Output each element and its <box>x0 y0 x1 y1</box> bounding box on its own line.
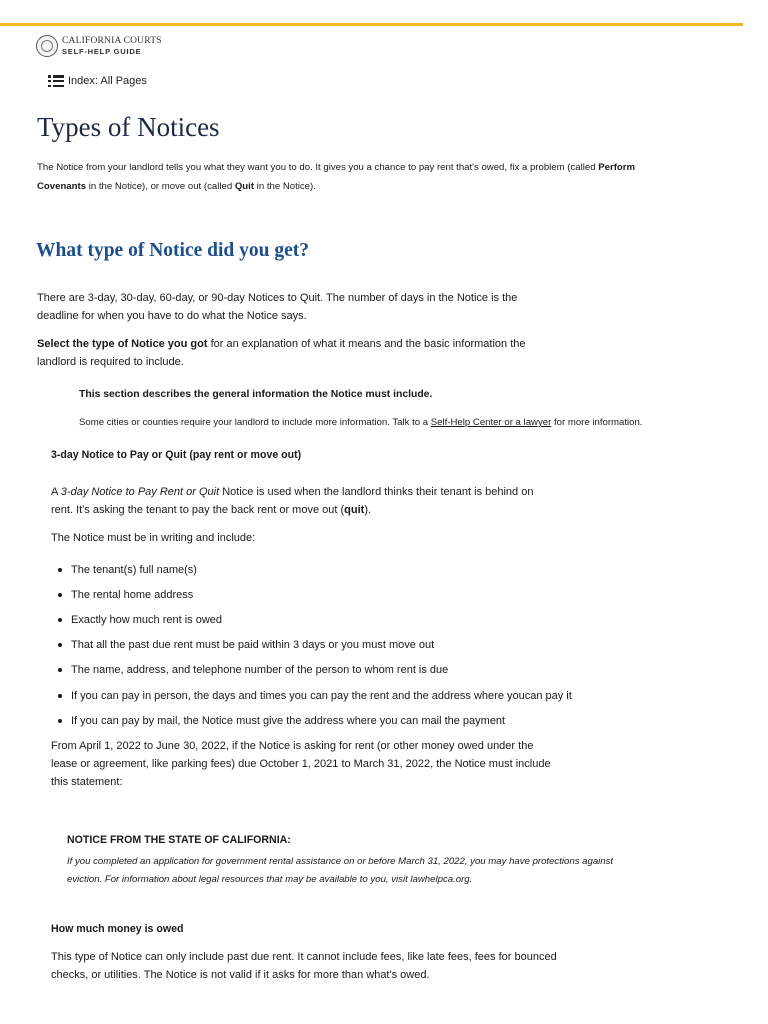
page-title: Types of Notices <box>37 112 220 142</box>
list-item: That all the past due rent must be paid within 3 days or you must move out <box>58 633 572 658</box>
callout-text: Some cities or counties require your landlord to include more information. Talk to a Self-Help Center or a lawyer for more information. <box>79 417 643 428</box>
list-item: If you can pay in person, the days and times you can pay the rent and the address where youcan pay it <box>58 683 572 708</box>
index-all-pages-link[interactable] <box>48 75 147 87</box>
index-link-label: Index: All Pages <box>68 75 147 87</box>
section-heading: What type of Notice did you get? <box>36 240 309 261</box>
notice-requirements-list <box>58 557 572 733</box>
money-owed-heading: How much money is owed <box>51 923 184 935</box>
list-item: If you can pay by mail, the Notice must give the address where you can mail the payment <box>58 708 572 733</box>
callout-title: This section describes the general information the Notice must include. <box>79 389 433 400</box>
list-item: The tenant(s) full name(s) <box>58 557 572 582</box>
state-notice-title: NOTICE FROM THE STATE OF CALIFORNIA: <box>67 834 291 846</box>
must-include-text: The Notice must be in writing and include: <box>51 532 256 544</box>
logo-line1: CALIFORNIA COURTS <box>62 36 162 46</box>
covid-rent-paragraph: From April 1, 2022 to June 30, 2022, if the Notice is asking for rent (or other money owed under the lease or agreement, like parking fees) due October 1, 2021 to March 31, 2022, the Notice must include this statement: <box>51 740 551 788</box>
site-logo[interactable] <box>36 34 162 58</box>
self-help-center-link[interactable]: Self-Help Center or a lawyer <box>430 417 552 428</box>
top-accent-bar <box>0 23 743 26</box>
money-owed-paragraph: This type of Notice can only include past due rent. It cannot include fees, like late fees, fees for bounced checks, or utilities. The Notice is not valid if it asks for more than what's owed. <box>51 951 557 981</box>
state-notice-text: If you completed an application for government rental assistance on or before March 31, 2022, you may have protections against eviction. For information about legal resources that may be available to you, visit lawhelpca.org. <box>67 856 614 885</box>
accordion-title-3-day-notice[interactable]: 3-day Notice to Pay or Quit (pay rent or move out) <box>51 449 302 461</box>
logo-line2: SELF-HELP GUIDE <box>62 46 142 56</box>
three-day-description: A 3-day Notice to Pay Rent or Quit Notice is used when the landlord thinks their tenant is behind on rent. It's asking the tenant to pay the back rent or move out (quit). <box>51 486 534 516</box>
list-icon <box>48 75 64 87</box>
list-item: The rental home address <box>58 582 572 607</box>
notice-types-paragraph: There are 3-day, 30-day, 60-day, or 90-day Notices to Quit. The number of days in the Notice is the deadline for when you have to do what the Notice says. <box>37 292 518 322</box>
list-item: Exactly how much rent is owed <box>58 607 572 632</box>
intro-paragraph: The Notice from your landlord tells you what they want you to do. It gives you a chance to pay rent that's owed, fix a problem (called Perform Covenants in the Notice), or move out (called Quit in the Notice). <box>37 162 636 192</box>
california-seal-icon <box>36 35 58 57</box>
select-notice-paragraph: Select the type of Notice you got for an explanation of what it means and the basic information the landlord is required to include. <box>37 338 526 368</box>
list-item: The name, address, and telephone number of the person to whom rent is due <box>58 658 572 683</box>
